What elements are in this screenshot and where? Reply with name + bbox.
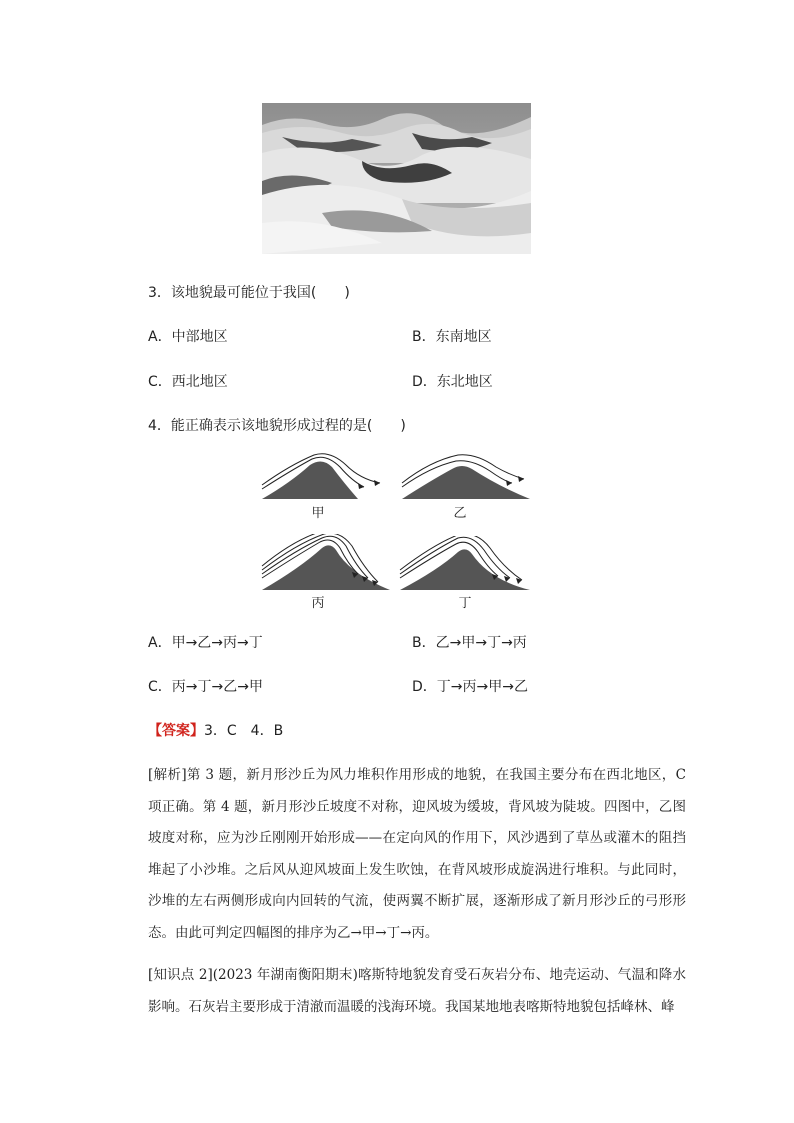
option-text: 东南地区	[435, 329, 492, 345]
dune-diagram-ding	[398, 536, 532, 592]
option-letter: B．	[412, 329, 436, 345]
figure-label-ding: 丁	[458, 596, 472, 611]
q3-option-d	[412, 373, 493, 391]
option-text: 丁→丙→甲→乙	[436, 679, 528, 695]
option-text: 中部地区	[171, 329, 228, 345]
q4-option-b	[412, 634, 527, 652]
option-text: 西北地区	[171, 374, 228, 390]
figure-label-jia: 甲	[311, 506, 325, 521]
option-text: 乙→甲→丁→丙	[435, 635, 527, 651]
q3-option-c	[148, 373, 228, 391]
desert-dunes-photo	[262, 103, 531, 254]
knowledge-paragraph: [知识点 2](2023 年湖南衡阳期末)喀斯特地貌发育受石灰岩分布、地壳运动、气温和降水影响。石灰岩主要形成于清澈而温暖的浅海环境。我国某地地表喀斯特地貌包括峰林、峰	[148, 967, 686, 1015]
q3-stem: 3．该地貌最可能位于我国( )	[148, 285, 350, 301]
figure-label-bing: 丙	[311, 596, 325, 611]
q4-option-d	[412, 678, 528, 696]
q4-stem: 4．能正确表示该地貌形成过程的是( )	[148, 418, 406, 434]
option-text: 丙→丁→乙→甲	[171, 679, 263, 695]
option-letter: B．	[412, 635, 436, 651]
dune-diagram-bing	[260, 534, 392, 592]
dune-diagram-jia	[260, 453, 390, 501]
answer-line	[148, 722, 283, 740]
option-letter: A．	[148, 329, 172, 345]
answer-tag: 【答案】	[148, 723, 204, 739]
option-text: 东北地区	[436, 374, 493, 390]
option-letter: C．	[148, 374, 172, 390]
dune-diagram-yi	[400, 453, 532, 501]
option-letter: D．	[412, 679, 437, 695]
option-letter: C．	[148, 679, 172, 695]
q3-option-b	[412, 328, 492, 346]
q4-option-a	[148, 634, 263, 652]
option-text: 甲→乙→丙→丁	[171, 635, 263, 651]
q4-option-c	[148, 678, 263, 696]
figure-label-yi: 乙	[453, 506, 467, 521]
answer-text: 3．C 4．B	[204, 723, 284, 739]
option-letter: D．	[412, 374, 437, 390]
option-letter: A．	[148, 635, 172, 651]
analysis-paragraph: [解析]第 3 题，新月形沙丘为风力堆积作用形成的地貌，在我国主要分布在西北地区，C 项正确。第 4 题，新月形沙丘坡度不对称，迎风坡为缓坡，背风坡为陡坡。四图中，乙图坡度对称，应为沙丘刚刚开始形成——在定向风的作用下，风沙遇到了草丛或灌木的阻挡堆起了小沙堆。之后风从迎风坡面上发生吹蚀，在背风坡形成旋涡进行堆积。与此同时，沙堆的左右两侧形成向内回转的气流，使两翼不断扩展，逐渐形成了新月形沙丘的弓形形态。由此可判定四幅图的排序为乙→甲→丁→丙。	[148, 767, 686, 941]
q3-option-a	[148, 328, 228, 346]
